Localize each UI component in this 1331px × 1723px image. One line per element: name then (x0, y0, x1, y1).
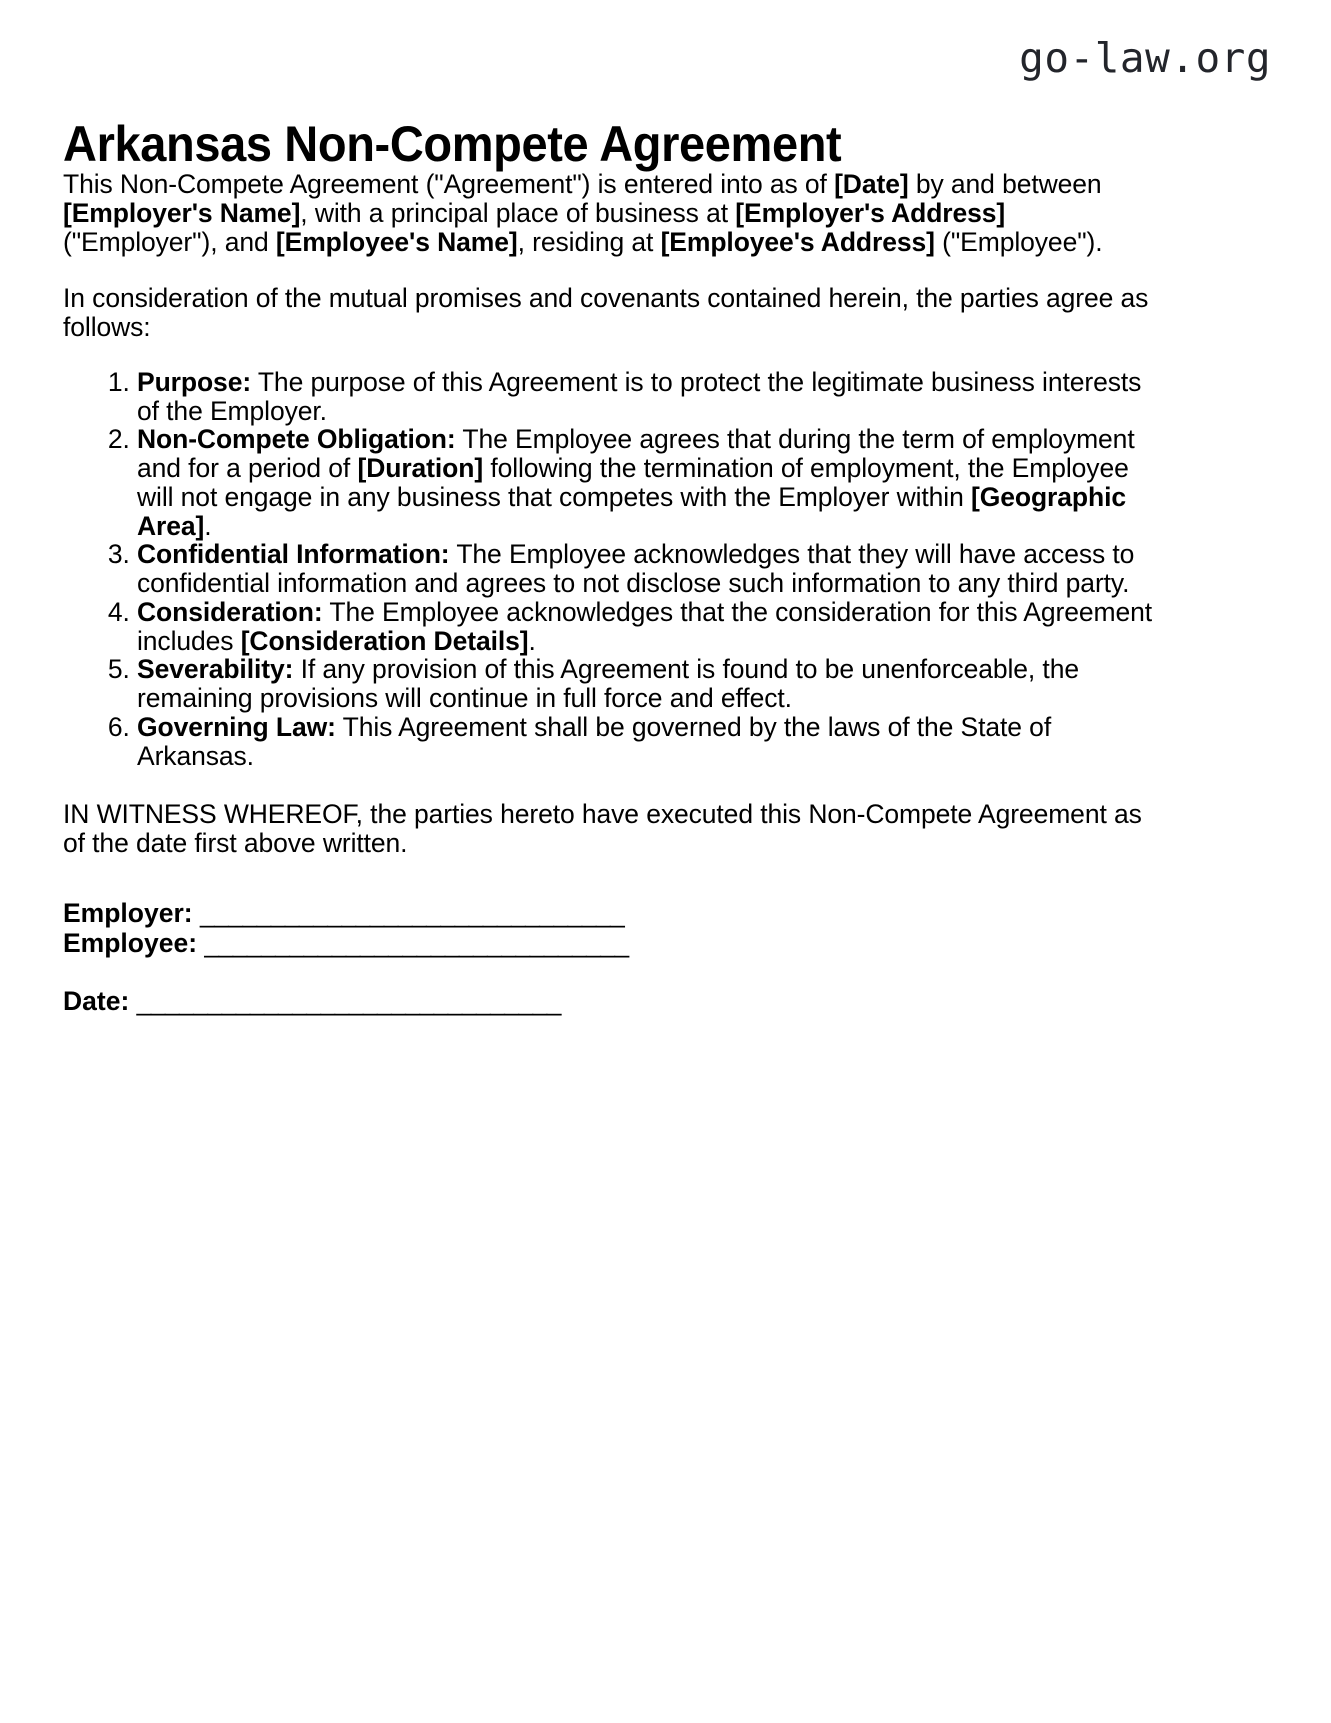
term-text-end: . (528, 625, 536, 656)
witness-paragraph: IN WITNESS WHEREOF, the parties hereto have executed this Non-Compete Agreement as of the date first above written. (63, 799, 1142, 858)
term-label: Purpose: (137, 366, 252, 397)
date-placeholder: [Date] (834, 169, 909, 199)
employee-signature-rule[interactable]: ______________________________ (204, 928, 629, 959)
date-signature-rule[interactable]: ______________________________ (136, 986, 561, 1017)
term-text: This Agreement shall be governed by the laws of the State of Arkansas. (137, 711, 1052, 771)
term-text-end: . (204, 510, 212, 541)
employer-signature-rule[interactable]: ______________________________ (199, 897, 625, 928)
term-label: Consideration: (137, 596, 323, 627)
consideration-paragraph: In consideration of the mutual promises and covenants contained herein, the parties agree as follows: (63, 283, 1149, 342)
term-text: The Employee acknowledges that the consideration for this Agreement includes (137, 596, 1153, 656)
list-item (137, 368, 1153, 426)
term-label: Confidential Information: (137, 539, 450, 570)
page-title: Arkansas Non-Compete Agreement (63, 115, 842, 172)
intro-text-5: , residing at (517, 226, 661, 257)
term-label: Non-Compete Obligation: (137, 424, 456, 455)
term-text-mid: following the termination of employment, the Employee will not engage in any business that competes with the Employer within (137, 453, 1129, 512)
employer-address-placeholder: [Employer's Address] (735, 197, 1006, 228)
intro-text-3: , with a principal place of business at (300, 197, 736, 228)
employee-address-placeholder: [Employee's Address] (660, 226, 935, 257)
signature-spacer (63, 959, 1153, 986)
date-signature-label: Date: (63, 986, 130, 1017)
signature-block (63, 898, 1153, 1017)
geographic-area-placeholder: [Geographic Area] (137, 481, 1126, 541)
intro-text-6: ("Employee"). (934, 226, 1103, 257)
employer-signature-label: Employer: (63, 897, 193, 928)
intro-text-4: ("Employer"), and (63, 226, 276, 257)
employee-signature-label: Employee: (63, 928, 198, 959)
list-item (137, 713, 1153, 771)
site-watermark: go-law.org (1019, 34, 1271, 82)
term-text: The Employee agrees that during the term of employment and for a period of (137, 424, 1135, 483)
term-label: Governing Law: (137, 711, 336, 742)
employer-signature-line (63, 898, 1153, 929)
intro-paragraph (63, 170, 1153, 256)
list-item (137, 655, 1153, 713)
employee-name-placeholder: [Employee's Name] (275, 226, 518, 257)
list-item (137, 598, 1153, 656)
intro-text-2: by and between (908, 169, 1102, 199)
term-text: The purpose of this Agreement is to protect the legitimate business interests of the Employer. (137, 366, 1142, 426)
date-signature-line (63, 986, 1153, 1017)
list-item (137, 425, 1153, 540)
employee-signature-line (63, 928, 1153, 959)
intro-text-1: This Non-Compete Agreement ("Agreement") is entered into as of (63, 169, 835, 199)
term-text: If any provision of this Agreement is found to be unenforceable, the remaining provisions will continue in full force and effect. (137, 654, 1079, 713)
list-item (137, 540, 1153, 598)
employer-name-placeholder: [Employer's Name] (63, 197, 301, 228)
duration-placeholder: [Duration] (357, 453, 484, 483)
consideration-details-placeholder: [Consideration Details] (240, 625, 529, 656)
term-label: Severability: (137, 654, 294, 685)
document-body (63, 170, 1153, 1017)
terms-list (63, 368, 1153, 771)
term-text: The Employee acknowledges that they will have access to confidential information and agrees to not disclose such information to any third party. (137, 539, 1135, 598)
